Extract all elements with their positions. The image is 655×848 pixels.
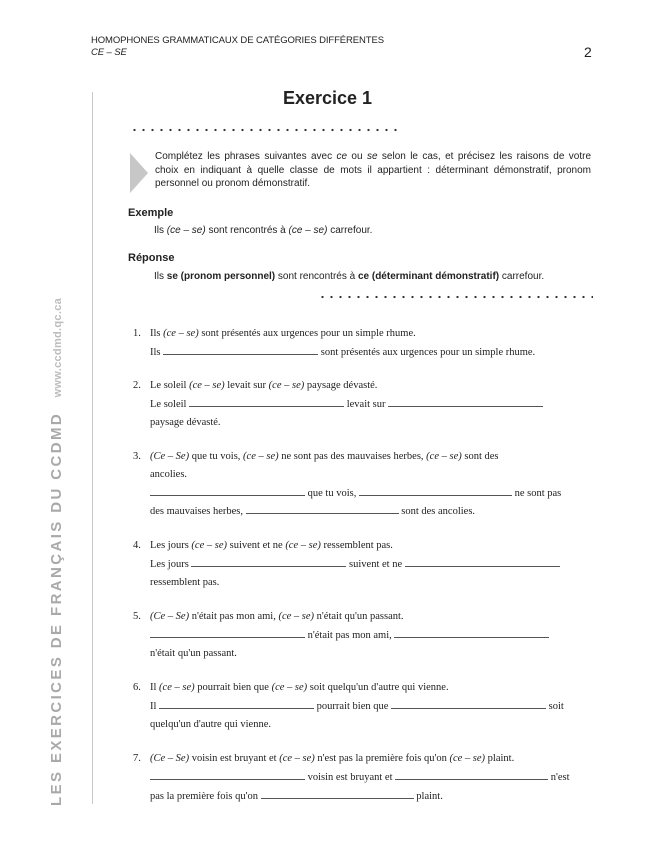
answer-blank[interactable]	[150, 768, 305, 780]
page-number: 2	[584, 44, 592, 60]
answer-blank[interactable]	[163, 343, 318, 355]
instructions: Complétez les phrases suivantes avec ce ou se selon le cas, et précisez les raisons de votre choix en indiquant à quelle classe de mots il appartient : déterminant démonstratif, pronom personnel ou pronom démonstratif.	[155, 151, 592, 189]
answer-blank[interactable]	[159, 697, 314, 709]
answer-blank[interactable]	[150, 626, 305, 638]
dotted-separator	[318, 295, 593, 299]
answer-blank[interactable]	[395, 768, 548, 780]
header-subtopic: CE – SE	[91, 47, 127, 58]
question-7: 7. (Ce – Se) voisin est bruyant et (ce – se) n'est pas la première fois qu'on (ce – se) plaint. voisin est bruyant et n'est pas la première fois qu'on plaint.	[133, 753, 570, 802]
question-6: 6. Il (ce – se) pourrait bien que (ce – se) soit quelqu'un d'autre qui vienne. Il pourrait bien que soit quelqu'un d'autre qui vienne.	[133, 682, 564, 730]
arrow-icon	[130, 153, 148, 193]
question-5: 5. (Ce – Se) n'était pas mon ami, (ce – se) n'était qu'un passant. n'était pas mon ami, n'était qu'un passant.	[133, 608, 603, 662]
site-url: www.ccdmd.qc.ca	[52, 297, 64, 398]
series-title: LES EXERCICES DE FRANÇAIS DU CCDMD	[48, 411, 65, 806]
question-4: 4. Les jours (ce – se) suivent et ne (ce – se) ressemblent pas. Les jours suivent et ne ressemblent pas.	[133, 537, 603, 591]
answer-label: Réponse	[128, 252, 175, 264]
example-sentence: Ils (ce – se) sont rencontrés à (ce – se) carrefour.	[154, 225, 373, 236]
answer-blank[interactable]	[191, 555, 346, 567]
answer-blank[interactable]	[394, 626, 549, 638]
answer-blank[interactable]	[150, 484, 305, 496]
sidebar-vertical-text	[48, 286, 94, 806]
header-topic: HOMOPHONES GRAMMATICAUX DE CATÉGORIES DIFFÉRENTES	[91, 35, 384, 46]
dotted-separator	[130, 128, 400, 132]
answer-blank[interactable]	[246, 502, 399, 514]
question-3: 3. (Ce – Se) que tu vois, (ce – se) ne sont pas des mauvaises herbes, (ce – se) sont des ancolies. que tu vois, ne sont pas des mauvaises herbes, sont des ancolies.	[133, 451, 562, 518]
question-1: 1. Ils (ce – se) sont présentés aux urgences pour un simple rhume. Ils sont présentés aux urgences pour un simple rhume.	[133, 328, 536, 358]
running-header	[91, 35, 384, 59]
question-2: 2. Le soleil (ce – se) levait sur (ce – se) paysage dévasté. Le soleil levait sur paysage dévasté.	[133, 377, 603, 431]
answer-blank[interactable]	[405, 555, 560, 567]
answer-blank[interactable]	[261, 787, 414, 799]
answer-blank[interactable]	[388, 395, 543, 407]
answer-blank[interactable]	[359, 484, 512, 496]
answer-sentence: Ils se (pronom personnel) sont rencontrés à ce (déterminant démonstratif) carrefour.	[154, 271, 545, 282]
example-label: Exemple	[128, 207, 174, 219]
exercise-title: Exercice 1	[282, 88, 373, 108]
answer-blank[interactable]	[391, 697, 546, 709]
answer-blank[interactable]	[189, 395, 344, 407]
